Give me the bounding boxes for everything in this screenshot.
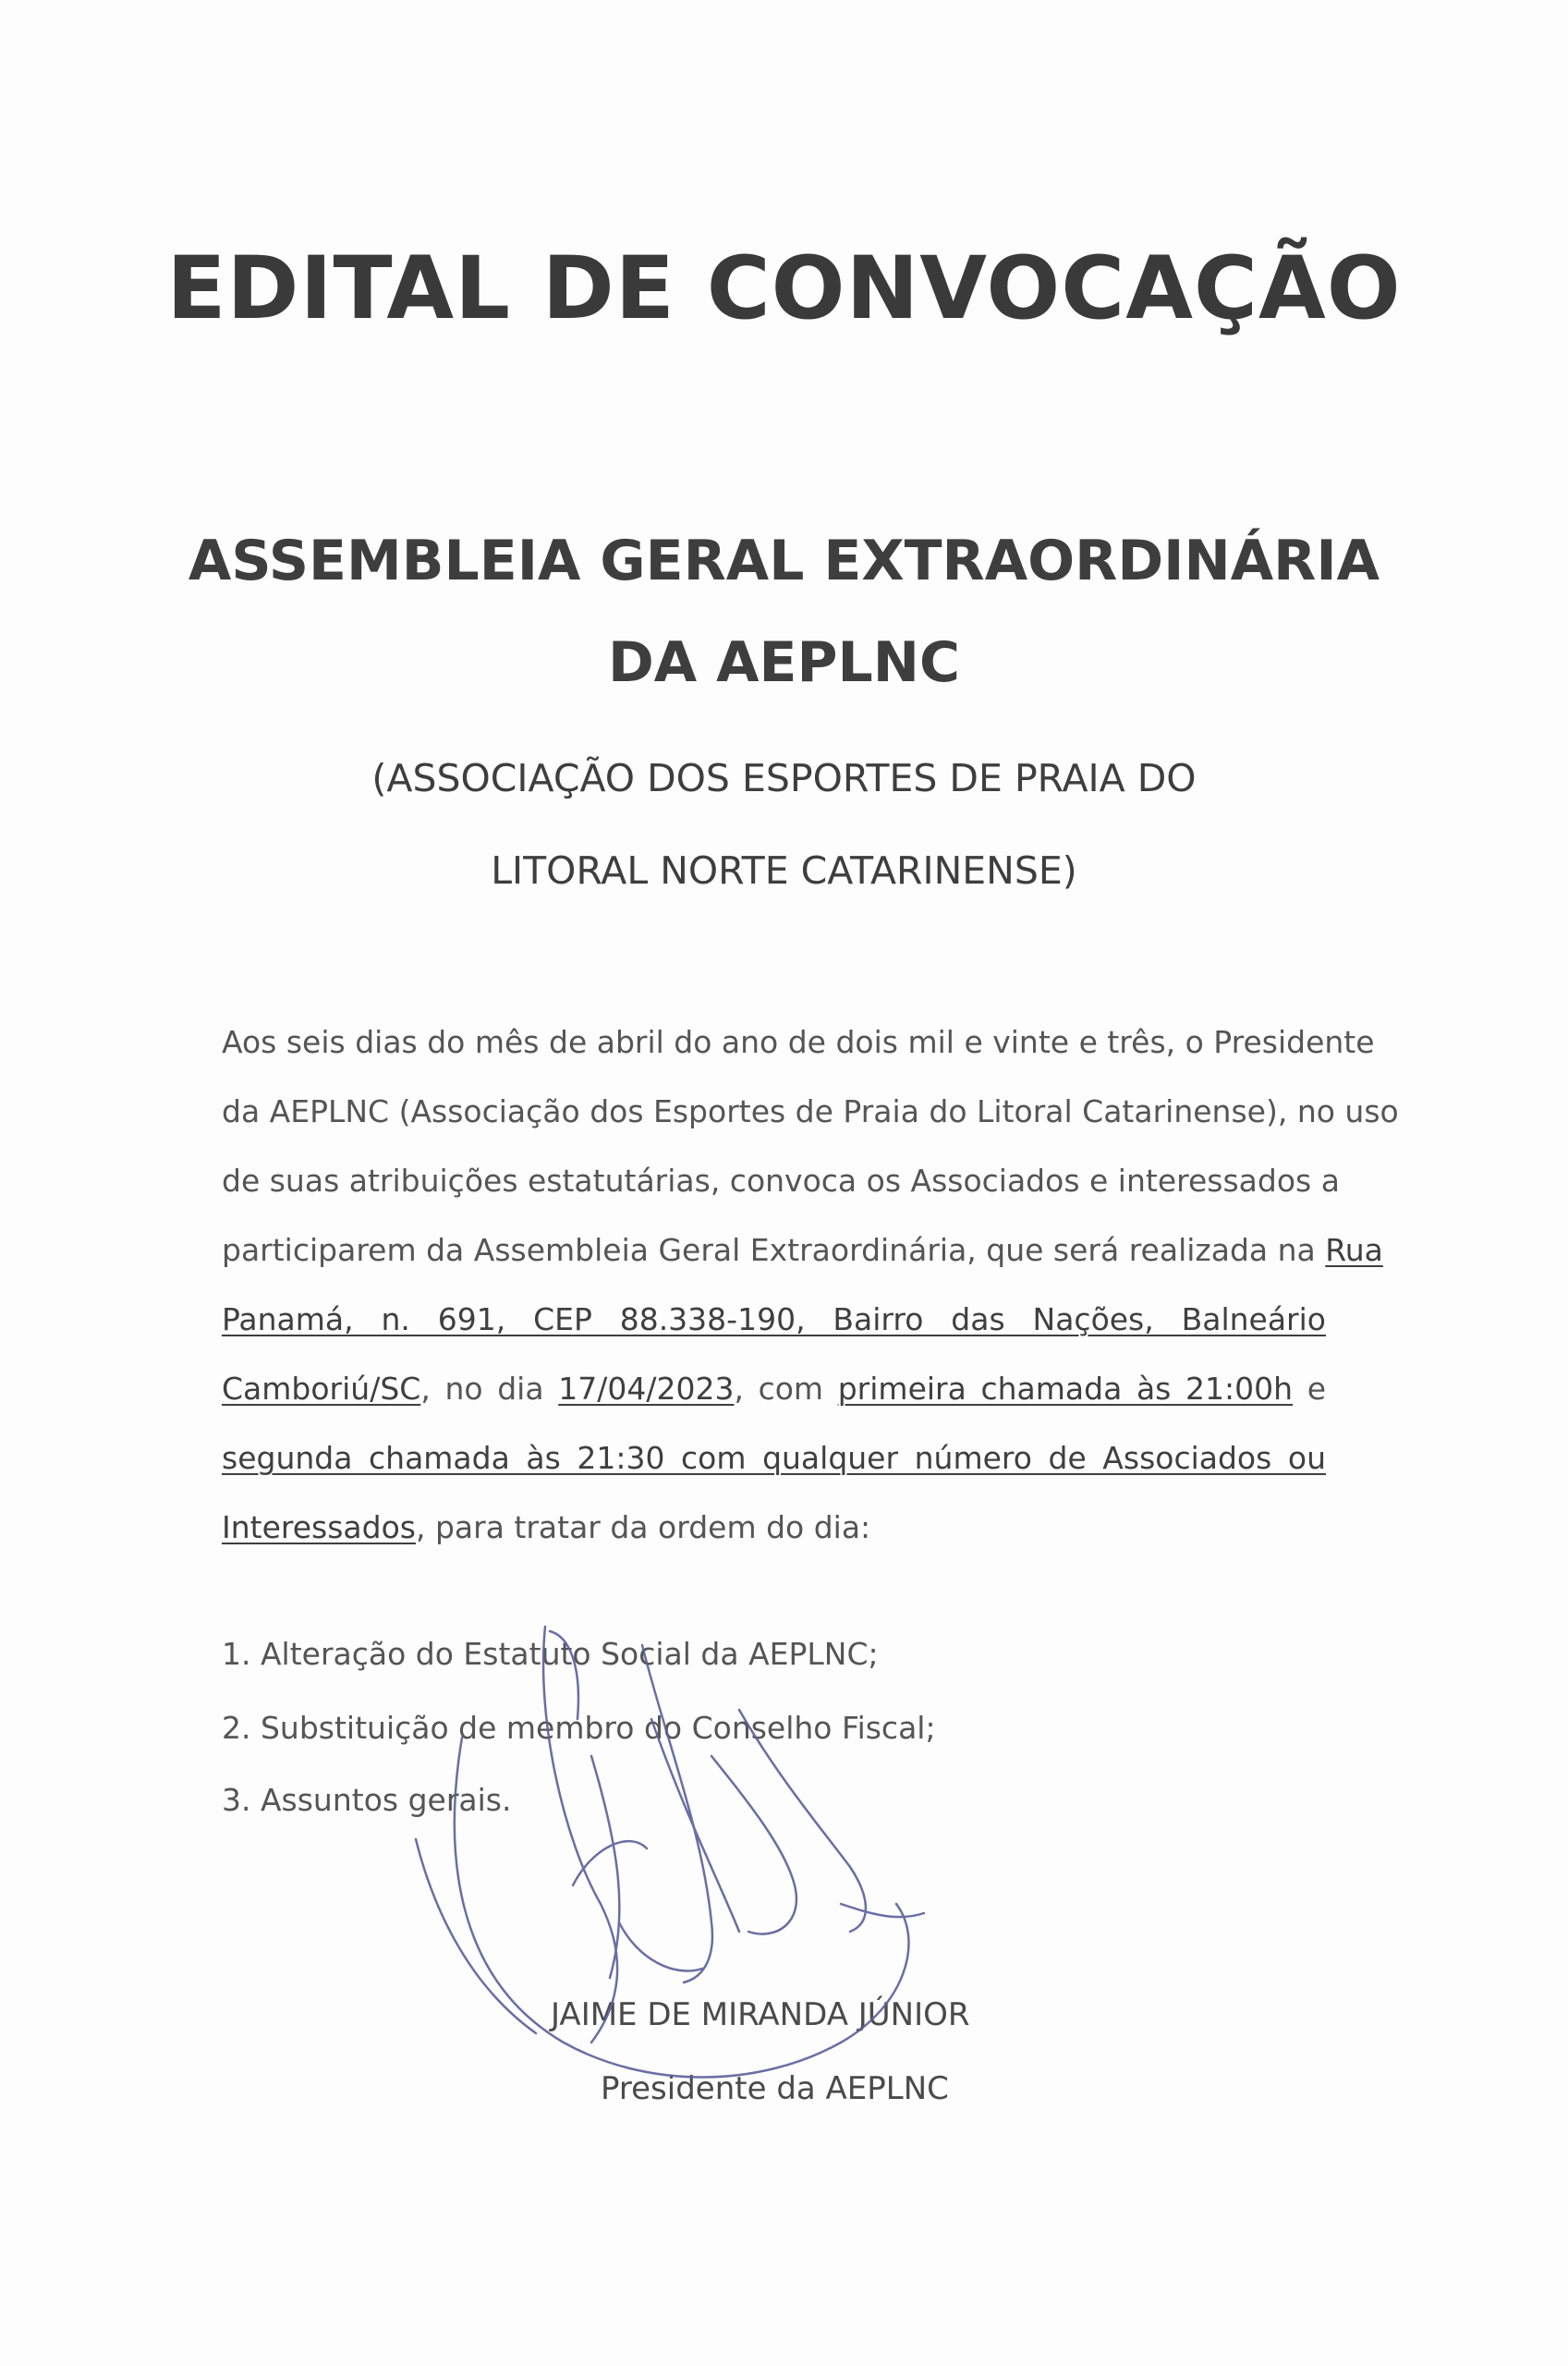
paragraph-text: participarem da Assembleia Geral Extraordinária, que será realizada na <box>222 1232 1316 1268</box>
date-underlined: 17/04/2023 <box>558 1371 735 1407</box>
assembly-heading-line-2: DA AEPLNC <box>607 630 960 695</box>
agenda-item: 1. Alteração do Estatuto Social da AEPLNC; <box>222 1636 879 1672</box>
address-underlined: Panamá, n. 691, CEP 88.338-190, Bairro das Nações, Balneário <box>222 1301 1326 1337</box>
second-call-underlined: segunda chamada às 21:30 com qualquer número de Associados ou <box>222 1440 1326 1476</box>
handwritten-signature <box>407 1608 979 2126</box>
city-underlined: Camboriú/SC <box>222 1371 421 1407</box>
agenda-item: 3. Assuntos gerais. <box>222 1782 512 1818</box>
paragraph-line: de suas atribuições estatutárias, convoca os Associados e interessados a <box>222 1163 1340 1199</box>
agenda-item: 2. Substituição de membro do Conselho Fiscal; <box>222 1710 936 1746</box>
association-name-line-2: LITORAL NORTE CATARINENSE) <box>491 848 1077 893</box>
interested-underlined: Interessados <box>222 1509 416 1545</box>
signatory-name: JAIME DE MIRANDA JÚNIOR <box>551 1996 970 2033</box>
paragraph-line <box>222 1493 1326 1562</box>
paragraph-line <box>222 1354 1326 1423</box>
paragraph-line: Aos seis dias do mês de abril do ano de dois mil e vinte e três, o Presidente <box>222 1024 1375 1060</box>
paragraph-line <box>222 1423 1326 1493</box>
paragraph-line: da AEPLNC (Associação dos Esportes de Praia do Litoral Catarinense), no uso <box>222 1093 1399 1129</box>
address-underlined: Rua <box>1325 1232 1383 1268</box>
paragraph-text: , para tratar da ordem do dia: <box>415 1509 871 1545</box>
document-title: EDITAL DE CONVOCAÇÃO <box>166 238 1402 339</box>
paragraph-line <box>222 1215 1383 1285</box>
assembly-heading-line-1: ASSEMBLEIA GERAL EXTRAORDINÁRIA <box>188 529 1380 593</box>
convocation-paragraph <box>222 1007 1399 1562</box>
association-name-line-1: (ASSOCIAÇÃO DOS ESPORTES DE PRAIA DO <box>371 756 1197 800</box>
paragraph-text: , no dia <box>420 1371 559 1407</box>
first-call-underlined: primeira chamada às 21:00h <box>837 1371 1294 1407</box>
paragraph-text: e <box>1293 1371 1327 1407</box>
signatory-role: Presidente da AEPLNC <box>601 2070 949 2107</box>
paragraph-text: , com <box>734 1371 838 1407</box>
paragraph-line <box>222 1285 1326 1354</box>
